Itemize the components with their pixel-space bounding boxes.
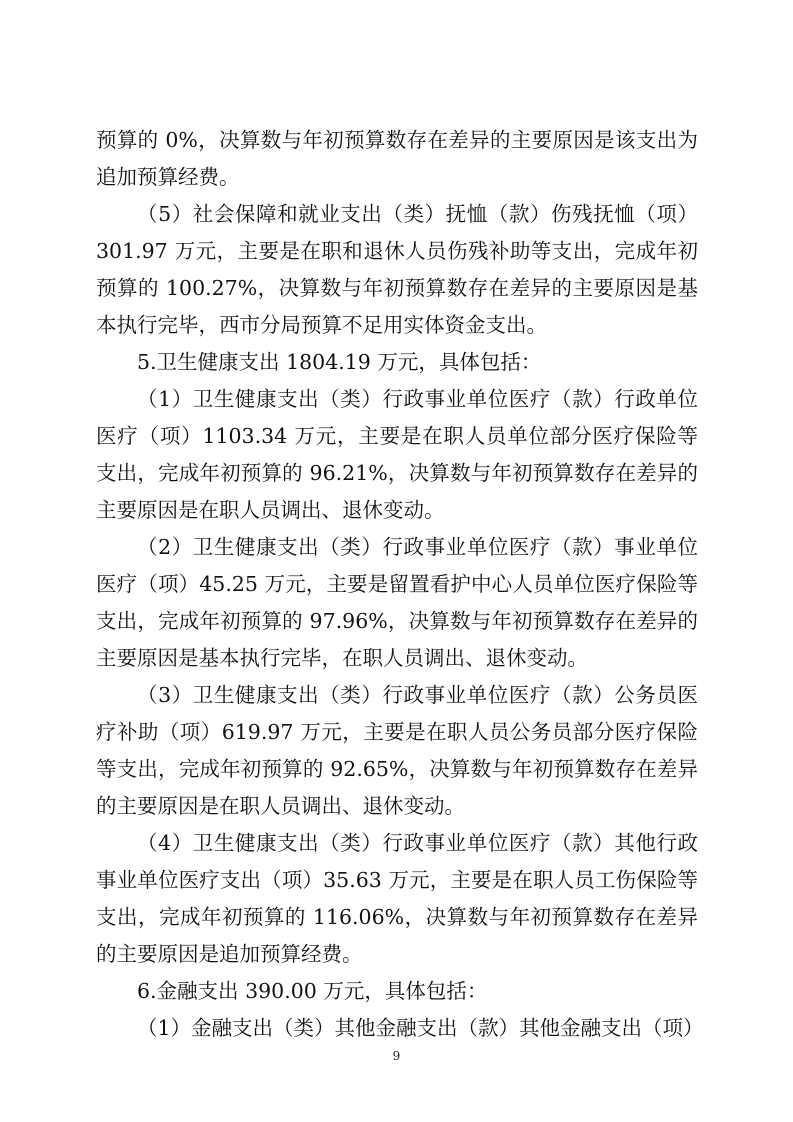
paragraph-8: 6.金融支出 390.00 万元，具体包括： [137, 979, 488, 1003]
paragraph-5: （2）卫生健康支出（类）行政事业单位医疗（款）事业单位医疗（项）45.25 万元，主要是留置看护中心人员单位医疗保险等支出，完成年初预算的 97.96%，决算数与年初预算数存在差异的主要原因是基本执行完毕，在职人员调出、退休变动。 [96, 535, 698, 670]
page-number: 9 [392, 1049, 401, 1063]
paragraph-9: （1）金融支出（类）其他金融支出（款）其他金融支出（项） [137, 1016, 704, 1040]
paragraph-6: （3）卫生健康支出（类）行政事业单位医疗（款）公务员医疗补助（项）619.97 万元，主要是在职人员公务员部分医疗保险等支出，完成年初预算的 92.65%，决算数与年初预算数存在差异的主要原因是在职人员调出、退休变动。 [96, 683, 698, 818]
paragraph-1: 预算的 0%，决算数与年初预算数存在差异的主要原因是该支出为追加预算经费。 [96, 128, 698, 189]
paragraph-2: （5）社会保障和就业支出（类）抚恤（款）伤残抚恤（项）301.97 万元，主要是在职和退休人员伤残补助等支出，完成年初预算的 100.27%，决算数与年初预算数存在差异的主要原因是基本执行完毕，西市分局预算不足用实体资金支出。 [96, 202, 698, 337]
paragraph-7: （4）卫生健康支出（类）行政事业单位医疗（款）其他行政事业单位医疗支出（项）35.63 万元，主要是在职人员工伤保险等支出，完成年初预算的 116.06%，决算数与年初预算数存在差异的主要原因是追加预算经费。 [96, 831, 698, 966]
paragraph-3: 5.卫生健康支出 1804.19 万元，具体包括： [137, 350, 542, 374]
paragraph-4: （1）卫生健康支出（类）行政事业单位医疗（款）行政单位医疗（项）1103.34 万元，主要是在职人员单位部分医疗保险等支出，完成年初预算的 96.21%，决算数与年初预算数存在差异的主要原因是在职人员调出、退休变动。 [96, 387, 698, 522]
